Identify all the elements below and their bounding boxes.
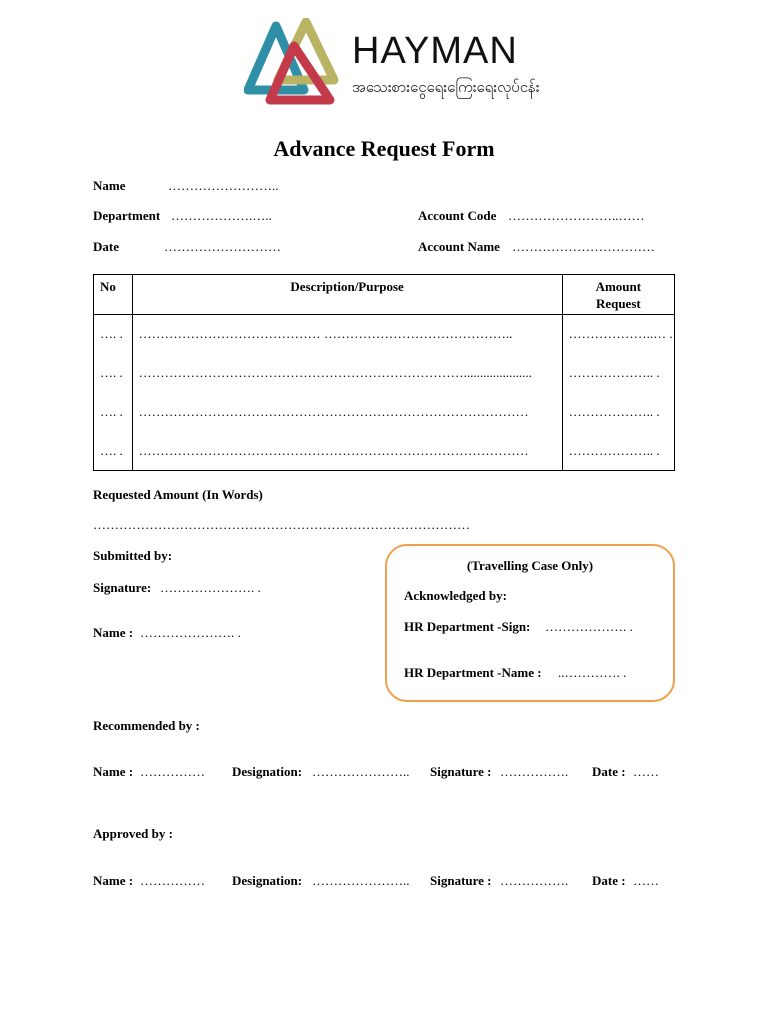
row-amount-cell[interactable]: ………………..… . xyxy=(562,315,674,354)
approved-date-field[interactable]: …… xyxy=(633,873,659,888)
hr-sign-label: HR Department -Sign: xyxy=(404,619,531,634)
name-label: Name xyxy=(93,178,126,193)
account-code-field[interactable]: ……………………..…… xyxy=(508,208,645,223)
recommended-signature-label: Signature : xyxy=(430,764,492,779)
submitted-by-label: Submitted by: xyxy=(93,548,173,563)
requested-amount-label: Requested Amount (In Words) xyxy=(93,487,263,502)
account-code-label: Account Code xyxy=(418,208,497,223)
recommended-designation-label: Designation: xyxy=(232,764,303,779)
requested-amount-field[interactable]: …………………………………………………………………………… xyxy=(93,517,470,532)
submitted-name-field[interactable]: …………………. . xyxy=(140,625,241,640)
approved-designation-label: Designation: xyxy=(232,873,303,888)
table-row xyxy=(94,392,675,431)
submitted-signature-label: Signature: xyxy=(93,580,152,595)
row-description-cell[interactable]: ……………………………………………………………………………… xyxy=(132,431,562,470)
amount-header-line1: Amount xyxy=(595,279,642,294)
account-name-field[interactable]: …………………………… xyxy=(512,239,655,254)
column-header-no: No xyxy=(94,275,133,315)
date-field[interactable]: ……………………… xyxy=(164,239,281,254)
column-header-description: Description/Purpose xyxy=(132,275,562,315)
date-label: Date xyxy=(93,239,119,254)
amount-header-line2: Request xyxy=(595,296,641,311)
hayman-logo-icon xyxy=(244,18,344,108)
recommended-signature-field[interactable]: ……………. xyxy=(500,764,569,779)
row-no-cell[interactable]: …. . xyxy=(94,354,133,393)
row-amount-cell[interactable]: ……………….. . xyxy=(562,431,674,470)
name-field[interactable]: …………………….. xyxy=(168,178,279,193)
row-no-cell[interactable]: …. . xyxy=(94,392,133,431)
brand-name: HAYMAN xyxy=(352,30,518,72)
table-row xyxy=(94,354,675,393)
row-description-cell[interactable]: …………………………………… …………………………………….. xyxy=(132,315,562,354)
page-title: Advance Request Form xyxy=(273,136,495,161)
row-amount-cell[interactable]: ……………….. . xyxy=(562,354,674,393)
recommended-date-field[interactable]: …… xyxy=(633,764,659,779)
approved-by-label: Approved by : xyxy=(93,826,173,841)
travelling-case-box xyxy=(385,544,675,702)
approved-signature-field[interactable]: ……………. xyxy=(500,873,569,888)
acknowledged-by-label: Acknowledged by: xyxy=(404,588,507,603)
hr-name-label: HR Department -Name : xyxy=(404,665,542,680)
approved-name-label: Name : xyxy=(93,873,134,888)
row-description-cell[interactable]: …………………………………………………………………..................... xyxy=(132,354,562,393)
table-row xyxy=(94,431,675,470)
recommended-name-label: Name : xyxy=(93,764,134,779)
column-header-amount xyxy=(562,275,674,315)
row-no-cell[interactable]: …. . xyxy=(94,431,133,470)
table-row xyxy=(94,315,675,354)
department-field[interactable]: ……………….….. xyxy=(171,208,272,223)
approved-signature-label: Signature : xyxy=(430,873,492,888)
account-name-label: Account Name xyxy=(418,239,500,254)
travelling-case-heading: (Travelling Case Only) xyxy=(466,558,594,573)
approved-name-field[interactable]: …………… xyxy=(140,873,205,888)
recommended-designation-field[interactable]: ………………….. xyxy=(312,764,410,779)
hr-name-field[interactable]: ..…………. . xyxy=(558,665,627,680)
approved-designation-field[interactable]: ………………….. xyxy=(312,873,410,888)
table-header-row xyxy=(94,275,675,315)
hr-sign-field[interactable]: ………………. . xyxy=(545,619,633,634)
department-label: Department xyxy=(93,208,161,223)
submitted-name-label: Name : xyxy=(93,625,134,640)
row-description-cell[interactable]: ……………………………………………………………………………… xyxy=(132,392,562,431)
submitted-signature-field[interactable]: …………………. . xyxy=(160,580,261,595)
brand-tagline: အသေးစားငွေရေးကြေးရေးလုပ်ငန်း xyxy=(352,78,540,96)
row-no-cell[interactable]: …. . xyxy=(94,315,133,354)
approved-date-label: Date : xyxy=(592,873,626,888)
recommended-by-label: Recommended by : xyxy=(93,718,200,733)
row-amount-cell[interactable]: ……………….. . xyxy=(562,392,674,431)
company-logo xyxy=(244,18,540,110)
recommended-date-label: Date : xyxy=(592,764,626,779)
recommended-name-field[interactable]: …………… xyxy=(140,764,205,779)
request-table xyxy=(93,274,675,471)
